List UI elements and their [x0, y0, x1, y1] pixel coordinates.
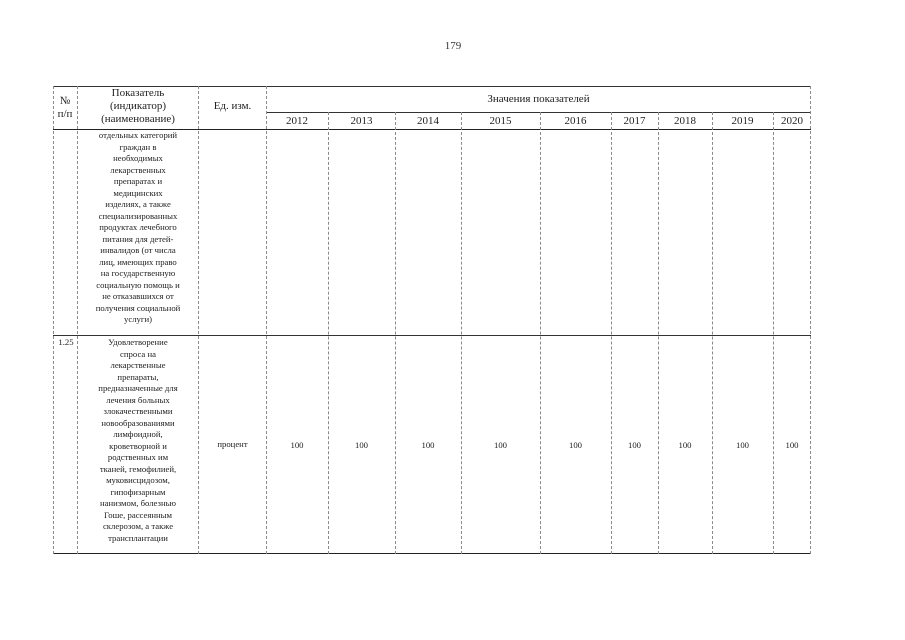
row2-number: 1.25	[58, 337, 74, 347]
table-left-border	[53, 86, 54, 554]
col-divider-2012	[328, 112, 329, 554]
header-indicator: Показатель (индикатор) (наименование)	[101, 87, 175, 125]
header-unit: Ед. изм.	[213, 100, 252, 112]
year-2020: 2020	[781, 115, 803, 127]
values-group-divider	[266, 112, 811, 113]
row2-value-2018: 100	[678, 440, 692, 450]
row2-value-2012: 100	[290, 440, 304, 450]
row-divider	[53, 335, 811, 336]
col-divider-2016	[611, 112, 612, 554]
row2-value-2016: 100	[568, 440, 583, 450]
row2-value-2013: 100	[354, 440, 369, 450]
col-divider-2015	[540, 112, 541, 554]
row2-value-2014: 100	[421, 440, 435, 450]
row2-value-2019: 100	[735, 440, 750, 450]
col-divider-2018	[712, 112, 713, 554]
row2-value-2015: 100	[493, 440, 508, 450]
year-2019: 2019	[731, 115, 754, 127]
row2-unit: процент	[217, 439, 248, 449]
header-num: № п/п	[57, 95, 73, 120]
year-2015: 2015	[489, 115, 512, 127]
row2-value-2020: 100	[785, 440, 799, 450]
col-divider-2014	[461, 112, 462, 554]
header-values-group: Значения показателей	[487, 93, 590, 105]
table-right-border	[810, 86, 811, 554]
row2-indicator: Удовлетворение спроса на лекарственные препараты, предназначенные для лечения больных злокачественными новообразованиями лимфоидной, кроветворной и родственных им тканей, гемофилией, муковисцидозом, гипофизарным нанизмом, болезнью Гоше, рассеянным склерозом, а также трансплантации	[98, 337, 178, 543]
indicator-table	[53, 86, 811, 554]
row2-value-2017: 100	[627, 440, 642, 450]
year-2012: 2012	[286, 115, 308, 127]
year-2016: 2016	[564, 115, 587, 127]
year-2014: 2014	[417, 115, 439, 127]
page-number: 179	[444, 40, 462, 52]
col-divider-indicator	[198, 86, 199, 554]
table-bottom-border	[53, 553, 811, 554]
col-divider-2013	[395, 112, 396, 554]
col-divider-unit	[266, 86, 267, 554]
year-2018: 2018	[674, 115, 696, 127]
col-divider-2017	[658, 112, 659, 554]
year-2017: 2017	[623, 115, 646, 127]
year-2013: 2013	[350, 115, 373, 127]
col-divider-num	[77, 86, 78, 554]
col-divider-2019	[773, 112, 774, 554]
row1-indicator: отдельных категорий граждан в необходимых лекарственных препаратах и медицинских изделиях, а также специализированных продуктах лечебного питания для детей- инвалидов (от числа лиц, имеющих право на государственную социальную помощь и не отказавшихся от получения социальной услуги)	[95, 130, 181, 324]
